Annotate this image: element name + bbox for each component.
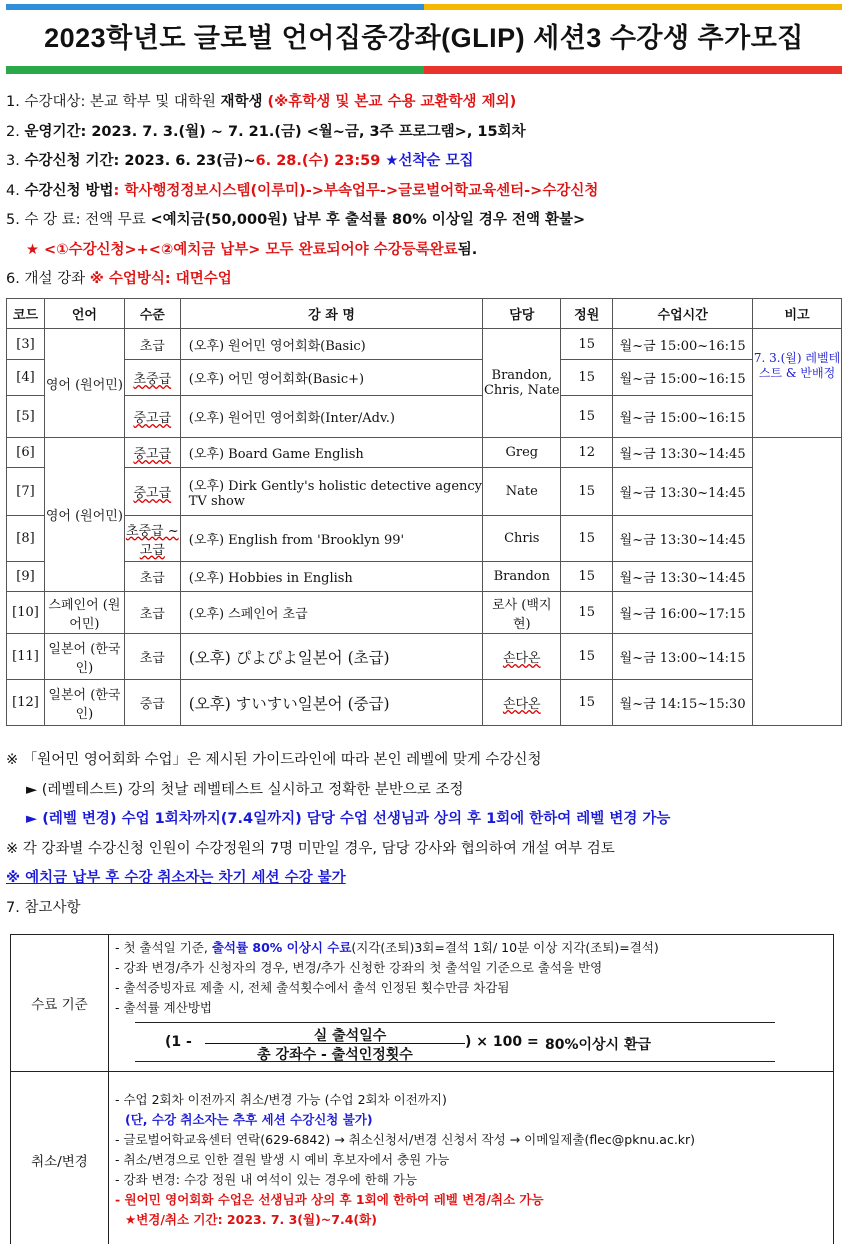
lang-cell: 영어 (원어민) [44,329,124,438]
completion-label: 수료 기준 [11,935,109,1072]
table-row: [8] 초중급 ~고급 (오후) English from 'Brooklyn 99' Chris 15 월~금 13:30~14:45 [7,516,842,562]
header-level: 수준 [124,299,180,329]
item-fee: 5. 수 강 료: 전액 무료 <예치금(50,000원) 납부 후 출석률 80% 이상일 경우 전액 환불> [6,212,586,228]
table-row: [4] 초중급 (오후) 어민 영어회화(Basic+) 15 월~금 15:00~16:15 [7,360,842,396]
header-teacher: 담당 [483,299,561,329]
header-name: 강 좌 명 [180,299,483,329]
title-bottom-bar [6,66,842,74]
title-top-bar [6,4,842,10]
table-row: [11] 일본어 (한국인) 초급 (오후) ぴよぴよ일본어 (초급) 손다온 15 월~금 13:00~14:15 [7,634,842,680]
item-fee-note: ★ <①수강신청>+<②예치금 납부> 모두 완료되어야 수강등록완료됨. [26,241,478,258]
attendance-formula: (1 - 실 출석일수 총 강좌수 - 출석인정횟수 ) × 100 = 80%이상시 환급 [135,1022,775,1062]
item-courses: 6. 개설 강좌 ※ 수업방식: 대면수업 [6,271,232,287]
note-level-test: ► (레벨테스트) 강의 첫날 레벨테스트 실시하고 정확한 분반으로 조정 [26,781,464,798]
course-table [6,298,842,726]
title-banner [6,4,842,76]
page-title: 2023학년도 글로벌 언어집중강좌(GLIP) 세션3 수강생 추가모집 [44,23,804,53]
completion-row: 수료 기준 - 첫 출석일 기준, 출석률 80% 이상시 수료(지각(조퇴)3회=결석 1회/ 10분 이상 지각(조퇴)=결석) - 강좌 변경/추가 신청자의 경우, 변경/추가 신청한 강좌의 첫 출석일 기준으로 출석을 반영 - 출석증빙자료 제출 시, 전체 출석횟수에서 출석 인정된 횟수만큼 차감됨 - 출석률 계산방법 (1 - 실 출석일수 총 강좌수 - 출석인정횟수 ) × 100 = 80%이상시 환급 [11,935,834,1072]
header-lang: 언어 [44,299,124,329]
table-row: [10] 스페인어 (원어민) 초급 (오후) 스페인어 초급 로사 (백지현) 15 월~금 16:00~17:15 [7,592,842,634]
cancel-row: 취소/변경 - 수업 2회차 이전까지 취소/변경 가능 (수업 2회차 이전까지) (단, 수강 취소자는 추후 세션 수강신청 불가) - 글로벌어학교육센터 연락(629-6842) → 취소신청서/변경 신청서 작성 → 이메일제출(flec@pknu.ac.kr) - 취소/변경으로 인한 결원 발생 시 예비 후보자에서 충원 가능 - 강좌 변경: 수강 정원 내 여석이 있는 경우에 한해 가능 - 원어민 영어회화 수업은 선생님과 상의 후 1회에 한하여 레벨 변경/취소 가능 ★변경/취소 기간: 2023. 7. 3(월)~7.4(화) [11,1072,834,1244]
table-row: [9] 초급 (오후) Hobbies in English Brandon 15 월~금 13:30~14:45 [7,562,842,592]
table-row: [6] 영어 (원어민) 중고급 (오후) Board Game English Greg 12 월~금 13:30~14:45 [7,438,842,468]
info-list [6,88,842,295]
notes-list [6,746,842,923]
item-period: 2. 운영기간: 2023. 7. 3.(월) ~ 7. 21.(금) <월~금, 3주 프로그램>, 15회차 [6,123,526,140]
reference-table [10,934,834,1244]
header-capacity: 정원 [561,299,613,329]
note-empty [753,438,842,726]
item-target: 1. 수강대상: 본교 학부 및 대학원 재학생 (※휴학생 및 본교 수용 교환학생 제외) [6,94,517,110]
teacher-cell: Brandon, Chris, Nate [483,329,561,438]
table-header-row [7,299,842,329]
item-apply-period: 3. 수강신청 기간: 2023. 6. 23(금)~6. 28.(수) 23:59 ★선착순 모집 [6,153,474,169]
lang-cell: 영어 (원어민) [44,438,124,592]
table-row: [12] 일본어 (한국인) 중급 (오후) すいすい일본어 (중급) 손다온 15 월~금 14:15~15:30 [7,680,842,726]
header-code: 코드 [7,299,45,329]
level-test-note: 7. 3.(월) 레벨테스트 & 반배정 [753,329,842,438]
note-guideline: ※ 「원어민 영어회화 수업」은 제시된 가이드라인에 따라 본인 레벨에 맞게 수강신청 [6,752,542,768]
cancel-label: 취소/변경 [11,1072,109,1244]
header-time: 수업시간 [613,299,753,329]
header-note: 비고 [753,299,842,329]
table-row: [7] 중고급 (오후) Dirk Gently's holistic detective agency TV show Nate 15 월~금 13:30~14:45 [7,468,842,516]
table-row: [5] 중고급 (오후) 원어민 영어회화(Inter/Adv.) 15 월~금 15:00~16:15 [7,396,842,438]
note-level-change: ► (레벨 변경) 수업 1회차까지(7.4일까지) 담당 수업 선생님과 상의 후 1회에 한하여 레벨 변경 가능 [26,811,671,827]
note-cancel: ※ 예치금 납부 후 수강 취소자는 차기 세션 수강 불가 [6,870,346,886]
note-minimum: ※ 각 강좌별 수강신청 인원이 수강정원의 7명 미만일 경우, 담당 강사와 협의하여 개설 여부 검토 [6,840,615,857]
note-reference-heading: 7. 참고사항 [6,899,81,916]
table-row: [3] 영어 (원어민) 초급 (오후) 원어민 영어회화(Basic) Brandon, Chris, Nate 15 월~금 15:00~16:15 7. 3.(월) 레벨테스트 & 반배정 [7,329,842,360]
item-apply-method: 4. 수강신청 방법: 학사행정정보시스템(이루미)->부속업무->글로벌어학교육센터->수강신청 [6,182,599,199]
